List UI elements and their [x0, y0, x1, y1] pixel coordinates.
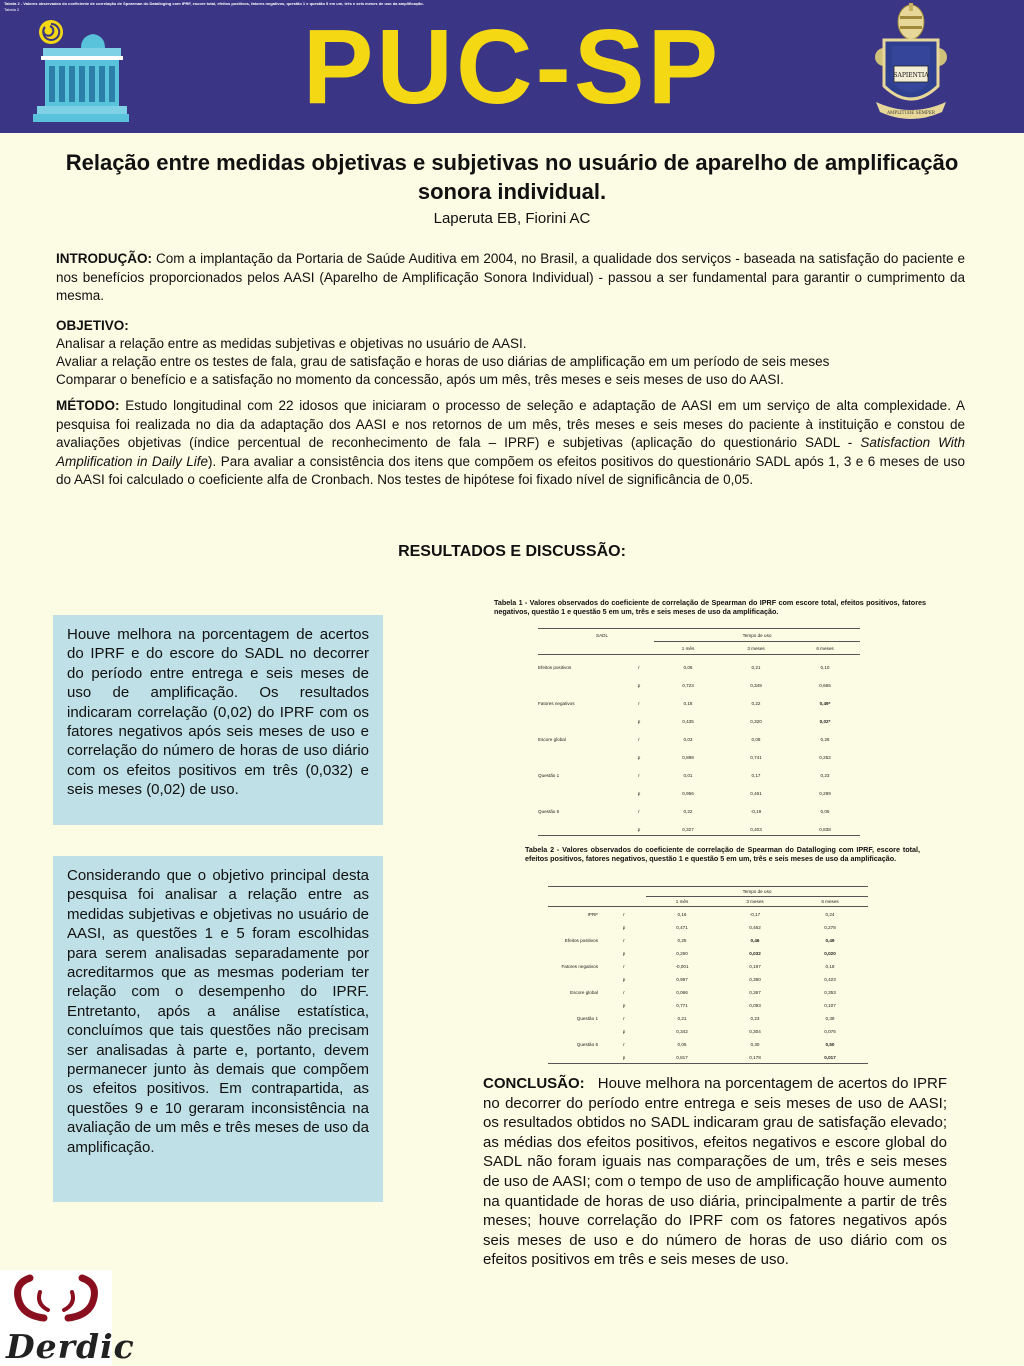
table1-col-header: 6 meses: [790, 642, 860, 655]
table2-cell: 0,50: [825, 1041, 835, 1047]
table1-stat: p: [637, 790, 641, 796]
table1: [538, 628, 860, 836]
table1-cell: 0,21: [751, 664, 761, 670]
table1-col-header: 3 meses: [722, 642, 790, 655]
table2-cell: 0,25: [677, 937, 687, 943]
table2-stat: r: [623, 1015, 625, 1021]
table2-cell: 0,18: [825, 963, 835, 969]
table1-row-label: Fatores negativos: [538, 700, 575, 706]
crest-book-text: SAPIENTIA: [893, 72, 929, 79]
table2-header-row: [548, 887, 868, 897]
table1-cell: 0,349: [750, 682, 762, 688]
table2-stat: p: [622, 950, 626, 956]
table2-cell: 0,367: [749, 989, 761, 995]
table2-cell: 0,997: [676, 976, 688, 982]
table2-columns-row: [548, 897, 868, 907]
table1-cell: 0,461: [750, 790, 762, 796]
table1-row: [538, 763, 860, 787]
table1-stat: p: [637, 754, 641, 760]
table1-stat: r: [638, 772, 640, 778]
table1-cell: 0,723: [682, 682, 694, 688]
table1-stat: r: [638, 808, 640, 814]
table2-cell: 0,423: [824, 976, 836, 982]
table2-cell: 0,23: [750, 1015, 760, 1021]
table2-row: [548, 921, 868, 933]
table1-cell: 0,665: [819, 682, 831, 688]
table2-row: [548, 907, 868, 922]
table2-cell: 0,05: [677, 1041, 687, 1047]
table2-cell: 0,093: [749, 1002, 761, 1008]
method-text-2: ). Para avaliar a consistência dos itens que compõem os efeitos positivos do questionário SADL após 1, 3 e 6 meses de uso do AASI foi calculado o coeficiente alfa de Cronbach. Nos testes de hipótese foi fixado nível de significância de 0,05.: [56, 453, 965, 487]
table2-cell: 0,771: [676, 1002, 688, 1008]
introduction-label: INTRODUÇÃO:: [56, 251, 152, 266]
table1-cell: 0,435: [682, 718, 694, 724]
table1-row: [538, 799, 860, 823]
table2-row-label: Questão 1: [576, 1015, 598, 1021]
table2-col-header: 1 mês: [646, 897, 718, 907]
objective-label: OBJETIVO:: [56, 318, 129, 333]
table1-body: [538, 655, 860, 836]
table2-col-header: 6 meses: [792, 897, 868, 907]
table2-cell: 0,46: [750, 937, 760, 943]
results-title: RESULTADOS E DISCUSSÃO:: [398, 543, 626, 560]
table2-row: [548, 1051, 868, 1064]
table2-cell: 0,017: [792, 1051, 868, 1064]
table2-cell: 0,16: [677, 911, 687, 917]
table1-cell: 0,956: [682, 790, 694, 796]
table1-row: [538, 727, 860, 751]
crest-motto-text: AMPLITUDE SEMPER: [887, 110, 935, 115]
table2-row: [548, 1011, 868, 1025]
table2-cell: 0,260: [676, 950, 688, 956]
method-italic: Satisfaction With Amplification in Daily Life: [56, 435, 965, 469]
table2-stat: r: [623, 937, 625, 943]
table2: [548, 886, 868, 1064]
table1-row: [538, 691, 860, 715]
table1-cell: 0,03: [683, 736, 693, 742]
table1-row-label: Questão 1: [538, 772, 560, 778]
table2-cell: 0,076: [824, 1028, 836, 1034]
table2-cell: 0,817: [646, 1051, 718, 1064]
table2-stat: p: [622, 1028, 626, 1034]
table1-cell: 0,01: [683, 772, 693, 778]
table2-row-label: [548, 1025, 602, 1037]
table1-stat: r: [638, 736, 640, 742]
table1-row-label: [538, 823, 624, 836]
table2-cell: 0,020: [824, 950, 836, 956]
table1-cell: 0,08: [751, 736, 761, 742]
table1-cell: 0,23: [820, 772, 830, 778]
table2-stat: p: [622, 976, 626, 982]
table1-caption: Tabela 1 - Valores observados do coeficiente de correlação de Spearman do IPRF com escore total, efeitos positivos, fatores negativos, questão 1 e questão 5 em um, três e seis meses de uso da amplificação.: [494, 598, 926, 616]
table2-cell: 0,471: [676, 924, 688, 930]
table2-row-label: Fatores negativos: [561, 963, 598, 969]
table2-row-label: Efeitos positivos: [564, 937, 598, 943]
table1-cell: 0,49*: [819, 700, 831, 706]
derdic-logo: [0, 1270, 135, 1366]
table1-row: [538, 787, 860, 799]
table1-cell: 0,898: [682, 754, 694, 760]
table1-row: [538, 715, 860, 727]
introduction-text: Com a implantação da Portaria de Saúde Auditiva em 2004, no Brasil, a qualidade dos serviços - baseada na satisfação do paciente e nos benefícios proporcionados pelos AASI (Aparelho de Amplificação Sonora Individual) - passou a ser fundamental para garantir o cumprimento da mesma.: [56, 251, 965, 303]
table1-cell: 0,05: [820, 808, 830, 814]
table2-cell: 0,30: [750, 1041, 760, 1047]
table2-cell: 0,107: [824, 1002, 836, 1008]
table2-cell: 0,032: [749, 950, 761, 956]
table1-row: [538, 751, 860, 763]
header-tiny-caption-2: Tabela 2: [4, 7, 20, 12]
table1-cell: 0,26: [820, 736, 830, 742]
table2-cell: 0,066: [676, 989, 688, 995]
authors: Laperuta EB, Fiorini AC: [433, 210, 591, 227]
conclusion-section: [483, 1074, 952, 1270]
table1-row: [538, 679, 860, 691]
table2-body: [548, 907, 868, 1064]
table2-row-label: Escore global: [570, 989, 598, 995]
table1-row-label: [538, 751, 624, 763]
results-box-1: Houve melhora na porcentagem de acertos do IPRF e do escore do SADL no decorrer do período entre entrega e seis meses de uso de amplificação. Os resultados indicaram correlação (0,02) do IPRF com os fatores negativos após seis meses de uso e correlação do número de horas de uso diário com os efeitos positivos em três (0,032) e seis meses (0,02) de uso.: [53, 615, 383, 825]
introduction-section: [56, 250, 965, 306]
objective-section: [56, 317, 965, 389]
table1-corner: [538, 629, 624, 642]
table2-cell: 0,342: [676, 1028, 688, 1034]
method-text-1: Estudo longitudinal com 22 idosos que iniciaram o processo de seleção e adaptação de AASI em um serviço de alta complexidade. A pesquisa foi realizada no dia da adaptação dos AASI e nos retornos de um mês, três meses e seis meses do paciente à instituição e constou de avaliações objetivas (índice percentual de reconhecimento de fala – IPRF) e subjetivas (aplicação do questionário SADL -: [56, 398, 965, 450]
table1-row-label: Questão 5: [538, 808, 560, 814]
conclusion-text: Houve melhora na porcentagem de acertos do IPRF no decorrer do período entre entrega e seis meses de uso de AASI; os resultados obtidos no SADL indicaram grau de satisfação elevado; as médias dos efeitos positivos, efeitos negativos e escore global do SADL não foram iguais nas comparações de um, três e seis meses de uso de AASI; com o tempo de uso de amplificação houve aumento na quantidade de horas de uso diária, principalmente a partir de três meses; houve correlação do IPRF com os fatores negativos após seis meses de uso e do número de horas de uso diário com os efeitos positivos em três e seis meses de uso.: [483, 1075, 952, 1269]
table2-stat: p: [622, 924, 626, 930]
table2-cell: 0,353: [824, 989, 836, 995]
table2-col-header: 3 meses: [718, 897, 792, 907]
objective-item: Avaliar a relação entre os testes de fala, grau de satisfação e horas de uso diárias de amplificação em um período de seis meses: [56, 354, 830, 369]
table1-cell: 0,327: [654, 823, 722, 836]
conclusion-label: CONCLUSÃO:: [483, 1075, 585, 1092]
table2-stat: r: [623, 911, 625, 917]
table2-cell: 0,178: [718, 1051, 792, 1064]
header-banner: [0, 0, 1024, 133]
table2-cell: 0,380: [749, 976, 761, 982]
table1-cell: 0,22: [751, 700, 761, 706]
table2-row-label: [548, 921, 602, 933]
table2-row-label: [548, 1051, 602, 1064]
table2-cell: 0,278: [824, 924, 836, 930]
table2-row: [548, 947, 868, 959]
table1-row-label: [538, 679, 624, 691]
table1-cell: 0,22: [683, 808, 693, 814]
results-box-2: Considerando que o objetivo principal desta pesquisa foi analisar a relação entre as medidas subjetivas e objetivas no usuário de AASI, as questões 1 e 5 foram escolhidas para serem analisadas separadamente por acreditarmos que as mesmas poderiam ter relação com o desempenho do IPRF. Entretanto, após a análise estatística, concluímos que tais questões não precisam ser analisadas à parte e, portanto, devem permanecer junto às demais que compõem os efeitos positivos. Em contrapartida, as questões 9 e 10 geraram inconsistência na avaliação de um mês e três meses de uso da amplificação.: [53, 856, 383, 1202]
table1-group-header: Tempo de uso: [654, 629, 860, 642]
table1-stat: p: [637, 718, 641, 724]
table1-col-header: 1 mês: [654, 642, 722, 655]
table2-cell: 0,21: [677, 1015, 687, 1021]
table2-cell: 0,462: [749, 924, 761, 930]
table1-cell: 0,18: [683, 700, 693, 706]
table-cell: [602, 897, 646, 907]
derdic-emblem-icon: [0, 1270, 112, 1330]
table-cell: [602, 887, 646, 897]
brand-title: PUC-SP: [302, 8, 722, 126]
table1-row: [538, 823, 860, 836]
table2-stat: p: [622, 1002, 626, 1008]
table-cell: [538, 642, 624, 655]
table2-cell: 0,197: [749, 963, 761, 969]
table1-stat: r: [638, 700, 640, 706]
table1-row: [538, 655, 860, 680]
table1-row-label: [538, 715, 624, 727]
method-section: [56, 397, 965, 490]
table2-stat: p: [602, 1051, 646, 1064]
table2-cell: 0,304: [749, 1028, 761, 1034]
table2-row-label: [548, 947, 602, 959]
table1-cell: 0,06: [683, 664, 693, 670]
table2-row-label: [548, 973, 602, 985]
table1-cell: 0,838: [790, 823, 860, 836]
table1-row-label: Efeitos positivos: [538, 664, 572, 670]
table2-row: [548, 1025, 868, 1037]
table2-stat: r: [623, 963, 625, 969]
table1-columns-row: [538, 642, 860, 655]
crest-logo-icon: [870, 2, 952, 128]
table2-cell: 0,24: [825, 911, 835, 917]
table1-cell: 0,17: [751, 772, 761, 778]
table1-cell: 0,289: [819, 790, 831, 796]
table2-cell: 0,39: [825, 1015, 835, 1021]
table1-cell: 0,320: [750, 718, 762, 724]
table1-cell: 0,403: [722, 823, 790, 836]
table2-cell: -0,17: [749, 911, 761, 917]
table-cell: [624, 629, 654, 642]
table2-cell: 0,49: [825, 937, 835, 943]
table1-stat: r: [638, 664, 640, 670]
objective-item: Comparar o benefício e a satisfação no momento da concessão, após um mês, três meses e seis meses de uso do AASI.: [56, 372, 784, 387]
table2-row: [548, 959, 868, 973]
table-cell: [624, 642, 654, 655]
table-cell: [548, 897, 602, 907]
table2-row-label: Questão 5: [576, 1041, 598, 1047]
table1-cell: 0,10: [820, 664, 830, 670]
table1-cell: -0,19: [750, 808, 762, 814]
method-label: MÉTODO:: [56, 398, 120, 413]
table2-caption: Tabela 2 - Valores observados do coeficiente de correlação de Spearman do Datalloging com IPRF, escore total, efeitos positivos, fatores negativos, questão 1 e questão 5 em um, três e seis meses de uso da amplificação.: [525, 845, 920, 863]
table1-cell: 0,252: [819, 754, 831, 760]
table2-row: [548, 933, 868, 947]
table-cell: [548, 887, 602, 897]
header-tiny-caption: Tabela 2 - Valores observados do coeficiente de correlação de Spearman do Datalloging com IPRF, escore total, efeitos positivos, fatores negativos, questão 1 e questão 5 em um, três e seis meses de uso da amplificação.: [4, 1, 424, 6]
table2-row-label: IPRF: [587, 911, 598, 917]
table2-row: [548, 973, 868, 985]
table1-stat: p: [624, 823, 654, 836]
table1-cell: 0,741: [750, 754, 762, 760]
table1-row-label: Escore global: [538, 736, 566, 742]
table2-row: [548, 985, 868, 999]
objective-item: Analisar a relação entre as medidas subjetivas e objetivas no usuário de AASI.: [56, 336, 527, 351]
table2-stat: r: [623, 1041, 625, 1047]
table2-row: [548, 1037, 868, 1051]
table1-cell: 0,02*: [819, 718, 831, 724]
table1-header-row: [538, 629, 860, 642]
table2-row: [548, 999, 868, 1011]
table2-group-header: Tempo de uso: [646, 887, 868, 897]
table2-stat: r: [623, 989, 625, 995]
table2-cell: -0,001: [675, 963, 689, 969]
table1-row-label: [538, 787, 624, 799]
page-title: Relação entre medidas objetivas e subjetivas no usuário de aparelho de amplificação sonora individual.: [65, 150, 959, 204]
derdic-logo-text: Derdic: [6, 1327, 135, 1366]
table1-stat: p: [637, 682, 641, 688]
table2-row-label: [548, 999, 602, 1011]
table1-corner-text: SADL: [596, 632, 609, 638]
